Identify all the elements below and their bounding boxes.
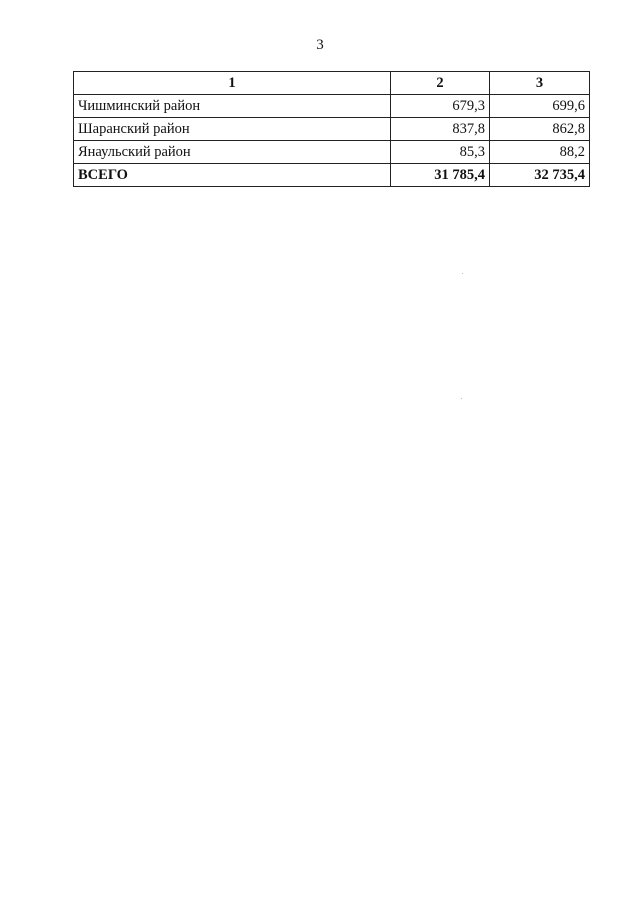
district-name: Чишминский район: [74, 95, 391, 118]
value-col3: 699,6: [490, 95, 590, 118]
total-row: [74, 164, 590, 187]
table-row: [74, 118, 590, 141]
value-col2: 837,8: [391, 118, 490, 141]
scan-speck: [462, 273, 463, 274]
table-header-row: [74, 72, 590, 95]
table-row: [74, 95, 590, 118]
value-col2: 85,3: [391, 141, 490, 164]
district-name: Шаранский район: [74, 118, 391, 141]
scan-speck: [461, 398, 462, 399]
page-number: 3: [316, 37, 324, 53]
column-header-3: 3: [490, 72, 590, 95]
value-col2: 679,3: [391, 95, 490, 118]
district-name: Янаульский район: [74, 141, 391, 164]
data-table: [73, 71, 590, 187]
column-header-1: 1: [74, 72, 391, 95]
total-col3: 32 735,4: [490, 164, 590, 187]
total-col2: 31 785,4: [391, 164, 490, 187]
value-col3: 862,8: [490, 118, 590, 141]
value-col3: 88,2: [490, 141, 590, 164]
column-header-2: 2: [391, 72, 490, 95]
table-row: [74, 141, 590, 164]
total-label: ВСЕГО: [74, 164, 391, 187]
